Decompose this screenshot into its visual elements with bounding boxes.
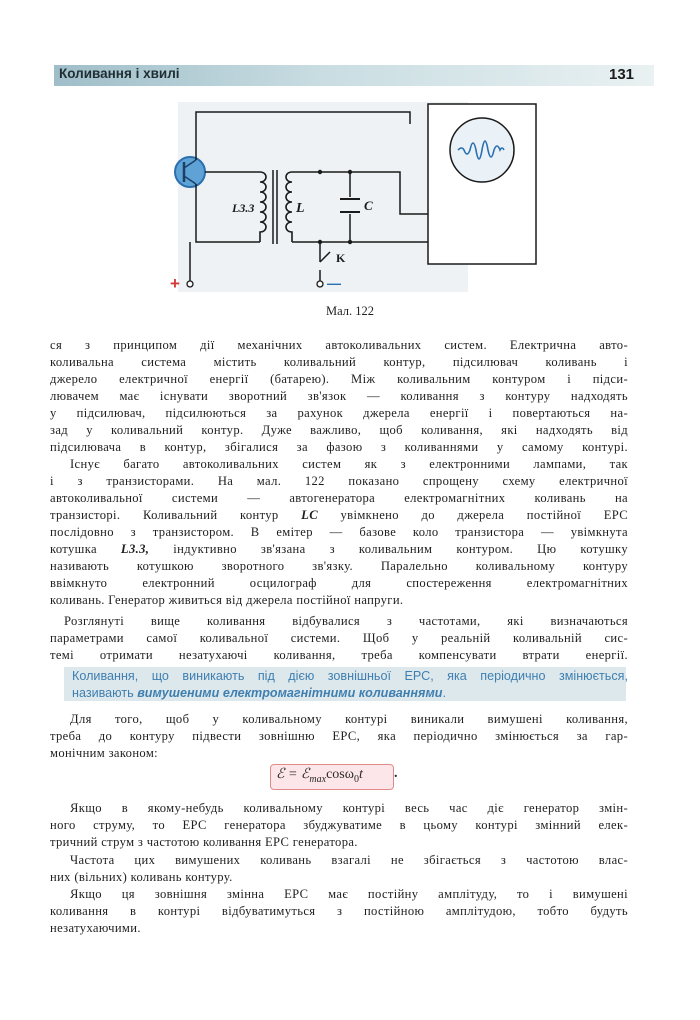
formula-sub-0: 0: [353, 773, 359, 785]
text-line: них (вільних) коливань контуру.: [50, 870, 233, 884]
text-line: темі отримати незатухаючі коливання, треба компенсувати втрати енергії.: [50, 648, 628, 662]
terminal-minus: [317, 281, 323, 287]
text-line: тричний струм з частотою коливання ЕРС генератора.: [50, 835, 358, 849]
text-line: і з транзисторами. На мал. 122 показано спрощену схему електричної: [50, 474, 628, 488]
paragraph-4: [50, 711, 628, 762]
formula-omega: ω: [344, 767, 354, 782]
text-line: [50, 507, 628, 524]
definition-run: .: [442, 686, 446, 700]
plus-sign: +: [170, 274, 180, 293]
definition-run: називають: [72, 686, 138, 700]
circuit-diagram: [160, 92, 540, 297]
definition-line: [72, 685, 628, 701]
text-line: джерело електричної енергії (батарею). Між коливальним контуром і підси-: [50, 372, 628, 386]
formula-sub-max: max: [309, 773, 327, 785]
symbol-lc: LC: [301, 508, 318, 522]
symbol-l33: L3.3,: [120, 542, 150, 556]
formula-cos: cos: [326, 767, 345, 782]
figure-caption: Мал. 122: [325, 304, 374, 318]
text-line: лювачем має існувати зворотний зв'язок — коливання з контуру надходять: [50, 389, 628, 403]
text-line: називають котушкою зворотного зв'язку. Паралельно коливальному контуру: [50, 559, 628, 573]
text-line: Існує багато автоколивальних систем як з електронними лампами, так: [70, 457, 628, 471]
text-line: ся з принципом дії механічних автоколивальних систем. Електрична авто-: [50, 338, 628, 352]
text-line: зад у коливальний контур. Дуже важливо, щоб коливання, які надходять від: [50, 423, 628, 437]
label-c: C: [364, 198, 373, 213]
text-line: автоколивальної системи — автогенератора електромагнітних коливань на: [50, 491, 628, 505]
text-run: індуктивно зв'язана з коливальним контуром. Цю котушку: [149, 542, 628, 556]
text-line: ввімкнуто електронний осцилограф для спостереження електромагнітних: [50, 576, 628, 590]
label-l33: L3.3: [232, 201, 255, 215]
text-run: увімкнено до джерела постійної ЕРС: [317, 508, 628, 522]
transistor-icon: [175, 157, 205, 187]
definition-term: вимушеними електромагнітними коливаннями: [137, 686, 443, 700]
paragraph-1: [50, 337, 628, 456]
paragraph-6: [50, 852, 628, 886]
text-line: Розглянуті вище коливання відбувалися з частотами, які визначаються: [64, 614, 628, 628]
definition-line: Коливання, що виникають під дією зовнішньої ЕРС, яка періодично змінюється,: [72, 669, 628, 683]
paragraph-5: [50, 800, 628, 851]
formula-dot: .: [394, 766, 398, 781]
text-run: котушка: [50, 542, 121, 556]
text-line: підсилювача в контур, збігалися за фазою з коливаннями у самому контурі.: [50, 440, 628, 454]
formula-lhs: ℰ = ℰ: [276, 767, 310, 782]
text-line: коливання в контурі відбуватимуться з постійною амплітудою, тобто будуть: [50, 904, 628, 918]
text-line: [50, 541, 628, 558]
page-number: 131: [609, 66, 635, 83]
formula: [276, 766, 363, 785]
text-line: Якщо ця зовнішня змінна ЕРС має постійну амплітуду, то і вимушені: [70, 887, 628, 901]
paragraph-3: [50, 613, 628, 664]
formula-t: t: [358, 767, 363, 782]
text-line: коливальна система містить коливальний контур, підсилювач коливань і: [50, 355, 628, 369]
text-line: Частота цих вимушених коливань взагалі не збігається з частотою влас-: [70, 853, 628, 867]
label-l: L: [296, 201, 305, 216]
text-line: Для того, щоб у коливальному контурі виникали вимушені коливання,: [70, 712, 628, 726]
text-line: у підсилювач, підсилюються за рахунок джерела енергії і повертаються на-: [50, 406, 628, 420]
definition-text: [72, 668, 628, 701]
minus-sign: —: [327, 275, 341, 291]
text-line: послідовно з транзистором. В емітер — базове коло транзистора — увімкнута: [50, 525, 628, 539]
text-line: коливань. Генератор живиться від джерела постійної напруги.: [50, 593, 404, 607]
text-line: ного струму, то ЕРС генератора збуджуватиме в цьому контурі змінний елек-: [50, 818, 628, 832]
paragraph-2: [50, 456, 628, 609]
label-k: K: [336, 251, 346, 265]
text-line: Якщо в якому-небудь коливальному контурі весь час діє генератор змін-: [70, 801, 628, 815]
paragraph-7: [50, 886, 628, 937]
text-line: треба до контуру підвести зовнішню ЕРС, яка періодично змінюється за гар-: [50, 729, 628, 743]
text-line: монічним законом:: [50, 746, 158, 760]
text-line: незатухаючими.: [50, 921, 141, 935]
figure-background: [178, 102, 468, 292]
text-line: параметрами самої коливальної системи. Щоб у реальній коливальній сис-: [50, 631, 628, 645]
section-title: Коливання і хвилі: [59, 66, 180, 81]
junction-dot: [318, 170, 322, 174]
text-run: транзисторі. Коливальний контур: [50, 508, 302, 522]
terminal-plus: [187, 281, 193, 287]
